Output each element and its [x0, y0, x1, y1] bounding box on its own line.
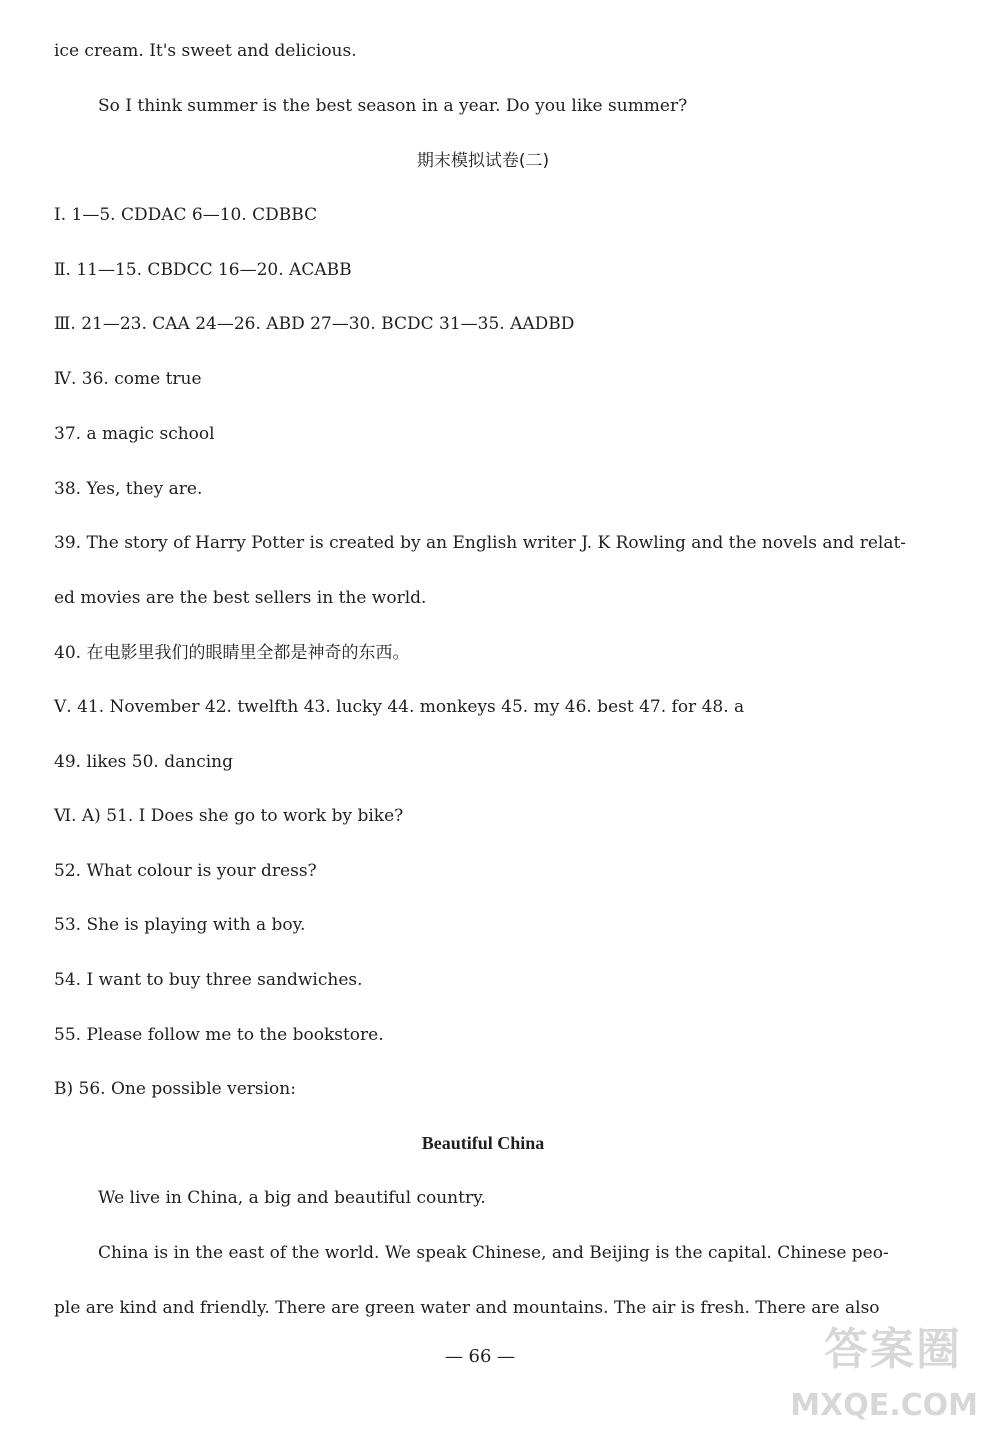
watermark-bottom: MXQE.COM	[790, 1388, 978, 1423]
answer-line: Ⅳ. 36. come true	[54, 369, 202, 389]
answer-line: Ⅵ. A) 51. I Does she go to work by bike?	[54, 806, 404, 826]
watermark	[782, 1313, 978, 1423]
essay-line: We live in China, a big and beautiful country.	[98, 1188, 486, 1208]
answer-line: Ⅰ. 1—5. CDDAC 6—10. CDBBC	[54, 205, 318, 225]
answer-line: ed movies are the best sellers in the world.	[54, 588, 427, 608]
answer-line: B) 56. One possible version:	[54, 1079, 296, 1099]
answer-line: Ⅱ. 11—15. CBDCC 16—20. ACABB	[54, 260, 352, 280]
answer-line: 39. The story of Harry Potter is created by an English writer J. K Rowling and the novels and relat-	[54, 533, 907, 553]
essay-line: China is in the east of the world. We speak Chinese, and Beijing is the capital. Chinese peo-	[98, 1243, 889, 1263]
answer-line: 40. 在电影里我们的眼睛里全都是神奇的东西。	[54, 643, 410, 663]
essay-title: Beautiful China	[421, 1133, 545, 1153]
watermark-top: 答案圈	[824, 1324, 962, 1375]
answer-line: 38. Yes, they are.	[54, 479, 203, 499]
page-number: — 66 —	[444, 1346, 516, 1367]
answer-line: Ⅴ. 41. November 42. twelfth 43. lucky 44. monkeys 45. my 46. best 47. for 48. a	[54, 697, 745, 717]
essay-line: ple are kind and friendly. There are green water and mountains. The air is fresh. There are also	[54, 1298, 880, 1318]
answer-line: 37. a magic school	[54, 424, 215, 444]
answer-line: Ⅲ. 21—23. CAA 24—26. ABD 27—30. BCDC 31—35. AADBD	[54, 314, 575, 334]
answer-line: 52. What colour is your dress?	[54, 861, 317, 881]
answer-line: 55. Please follow me to the bookstore.	[54, 1025, 384, 1045]
text-line: ice cream. It's sweet and delicious.	[54, 41, 357, 61]
answer-line: 53. She is playing with a boy.	[54, 915, 306, 935]
answer-line: 54. I want to buy three sandwiches.	[54, 970, 363, 990]
text-line: So I think summer is the best season in a year. Do you like summer?	[98, 96, 688, 116]
answer-line: 49. likes 50. dancing	[54, 752, 233, 772]
section-title: 期末模拟试卷(二)	[416, 151, 550, 171]
